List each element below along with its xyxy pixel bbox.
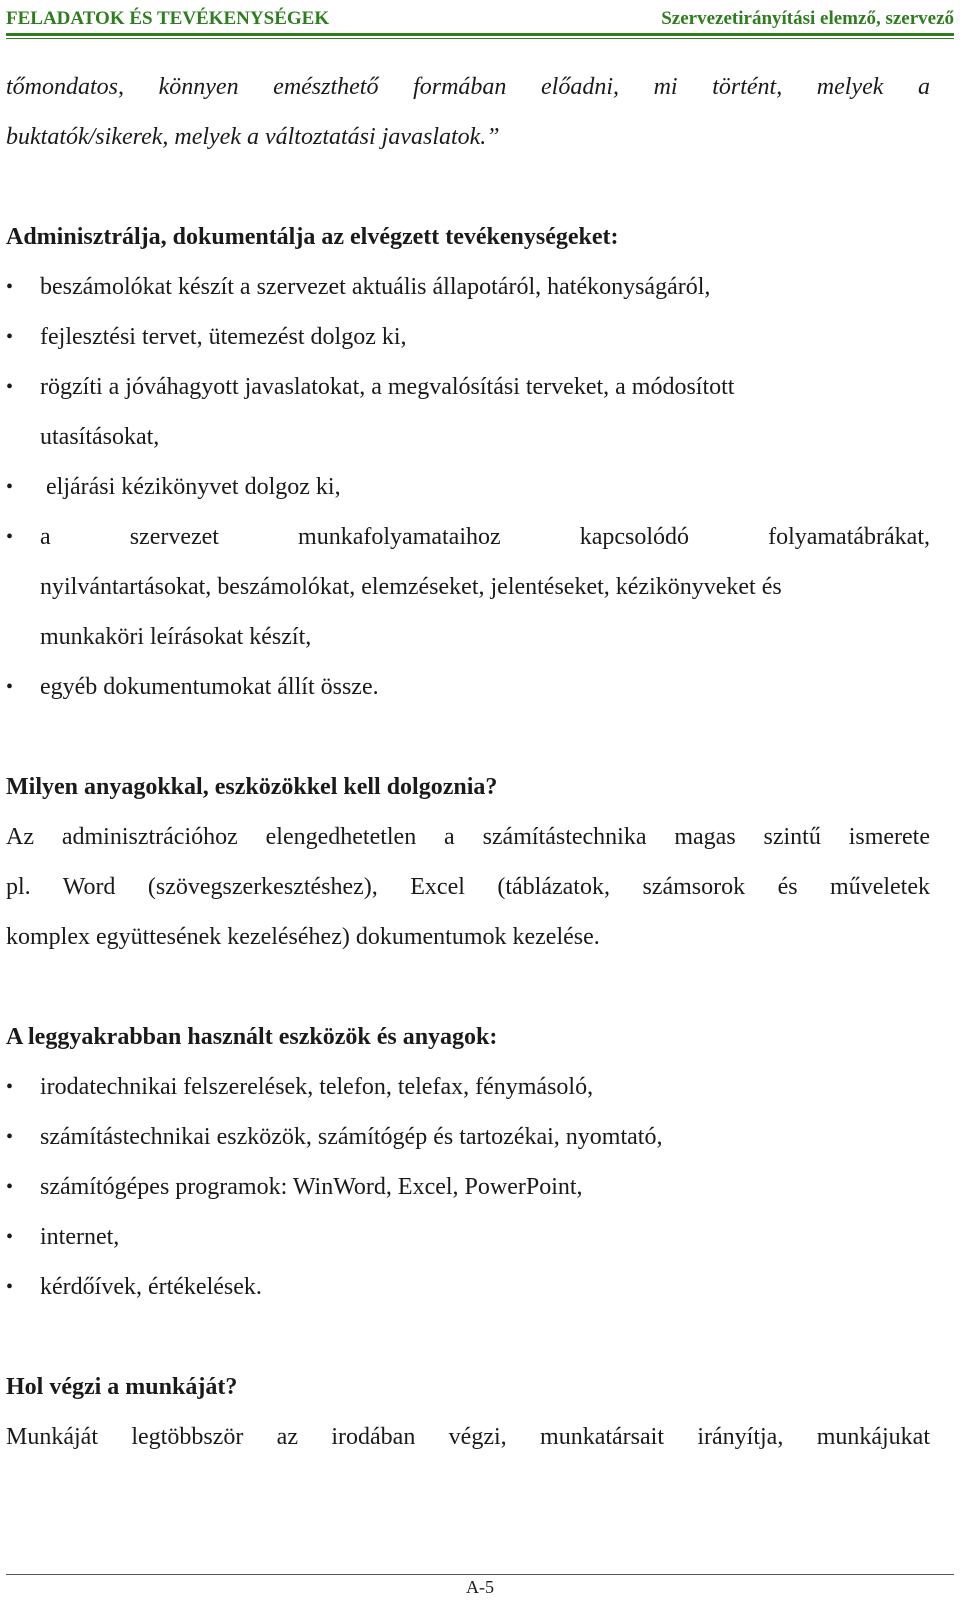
header-rule-thin bbox=[6, 38, 954, 39]
header-rule bbox=[6, 33, 954, 36]
bullet-icon: • bbox=[6, 1126, 14, 1148]
bullet-icon: • bbox=[6, 1076, 14, 1098]
page-number: A-5 bbox=[466, 1577, 494, 1597]
bullet-icon: • bbox=[6, 1276, 14, 1298]
bullet-icon: • bbox=[6, 1176, 14, 1198]
footer-rule bbox=[6, 1574, 954, 1575]
quote-line: buktatók/sikerek, melyek a változtatási javaslatok.” bbox=[6, 124, 500, 150]
list-item: • fejlesztési tervet, ütemezést dolgoz ki, bbox=[6, 312, 930, 362]
page-body bbox=[6, 62, 930, 1462]
bullet-icon: • bbox=[6, 526, 14, 548]
materials-heading: Milyen anyagokkal, eszközökkel kell dolgoznia? bbox=[6, 774, 498, 800]
quote-line: tőmondatos, könnyen emészthető formában előadni, mi történt, melyek a bbox=[6, 74, 930, 100]
paragraph-line: pl. Word (szövegszerkesztéshez), Excel (táblázatok, számsorok és műveletek bbox=[6, 874, 930, 900]
bullet-icon: • bbox=[6, 476, 14, 498]
admin-heading: Adminisztrálja, dokumentálja az elvégzett tevékenységeket: bbox=[6, 224, 619, 250]
admin-list bbox=[6, 262, 930, 712]
list-item: • eljárási kézikönyvet dolgoz ki, bbox=[6, 462, 930, 512]
list-item: • számítástechnikai eszközök, számítógép és tartozékai, nyomtató, bbox=[6, 1112, 930, 1162]
bullet-icon: • bbox=[6, 376, 14, 398]
list-item: • egyéb dokumentumokat állít össze. bbox=[6, 662, 930, 712]
paragraph-line: Munkáját legtöbbször az irodában végzi, munkatársait irányítja, munkájukat bbox=[6, 1424, 930, 1450]
page-header bbox=[6, 0, 954, 34]
list-item: • kérdőívek, értékelések. bbox=[6, 1262, 930, 1312]
paragraph-line: komplex együttesének kezeléséhez) dokumentumok kezelése. bbox=[6, 924, 600, 950]
list-item: • a szervezet munkafolyamataihoz kapcsolódó folyamatábrákat, nyilvántartásokat, beszámolókat, elemzéseket, jelentéseket, kézikönyveket és munkaköri leírásokat készít, bbox=[6, 512, 930, 662]
bullet-icon: • bbox=[6, 326, 14, 348]
bullet-icon: • bbox=[6, 276, 14, 298]
header-right-title: Szervezetirányítási elemző, szervező bbox=[661, 8, 954, 29]
workplace-heading: Hol végzi a munkáját? bbox=[6, 1374, 238, 1400]
list-item: • beszámolókat készít a szervezet aktuális állapotáról, hatékonyságáról, bbox=[6, 262, 930, 312]
tools-list bbox=[6, 1062, 930, 1312]
list-item: • internet, bbox=[6, 1212, 930, 1262]
header-left-title: FELADATOK ÉS TEVÉKENYSÉGEK bbox=[6, 8, 330, 29]
list-item: • irodatechnikai felszerelések, telefon, telefax, fénymásoló, bbox=[6, 1062, 930, 1112]
bullet-icon: • bbox=[6, 676, 14, 698]
list-item: • számítógépes programok: WinWord, Excel, PowerPoint, bbox=[6, 1162, 930, 1212]
tools-heading: A leggyakrabban használt eszközök és anyagok: bbox=[6, 1024, 498, 1050]
bullet-icon: • bbox=[6, 1226, 14, 1248]
paragraph-line: Az adminisztrációhoz elengedhetetlen a számítástechnika magas szintű ismerete bbox=[6, 824, 930, 850]
list-item: • rögzíti a jóváhagyott javaslatokat, a megvalósítási terveket, a módosított utasításokat, bbox=[6, 362, 930, 462]
